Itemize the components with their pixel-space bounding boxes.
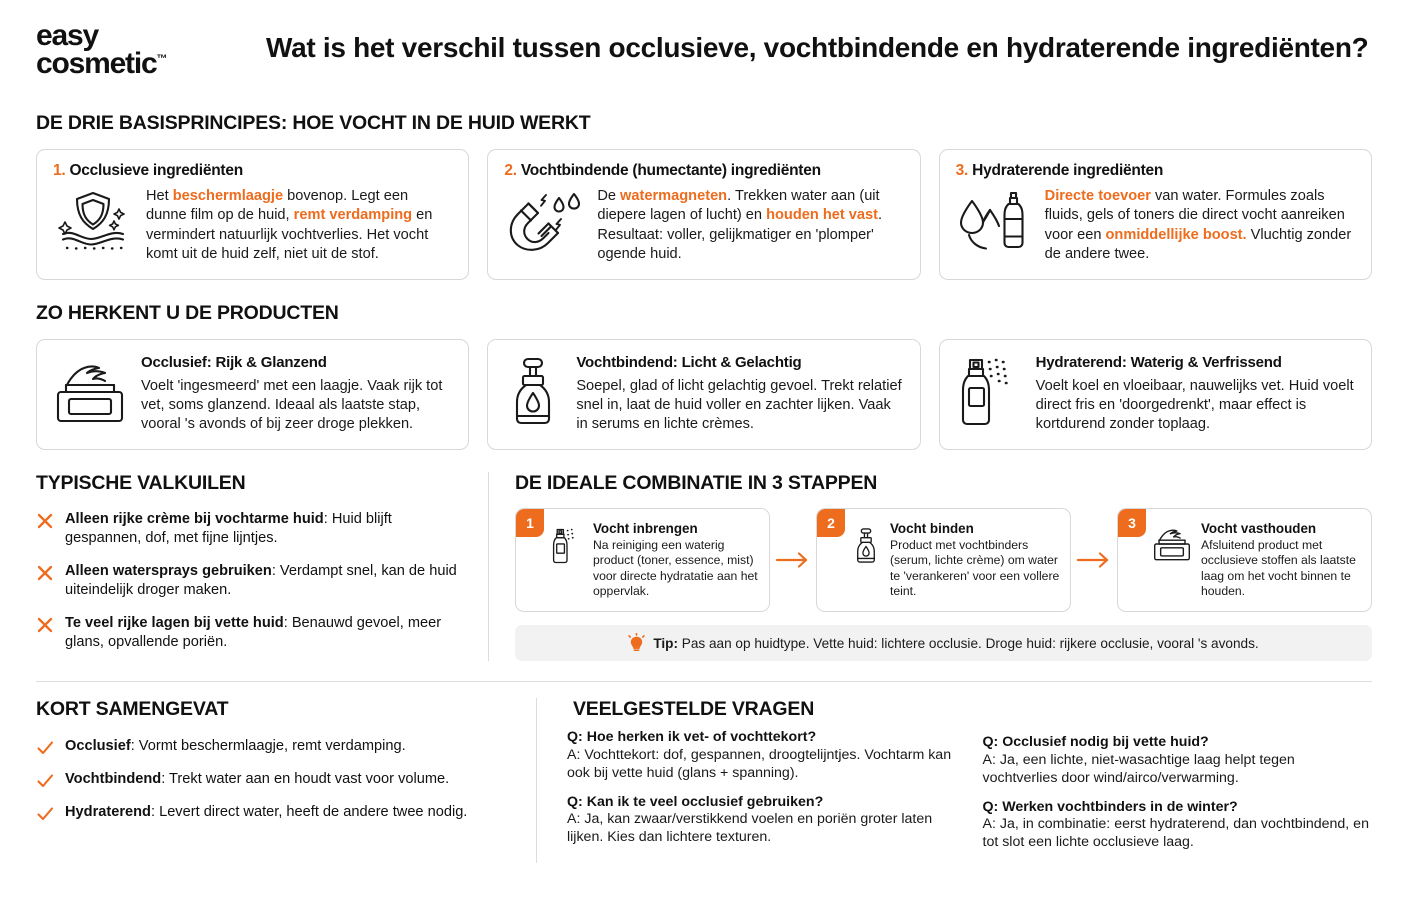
step-card-3 — [1117, 508, 1372, 613]
step-title-3: Vocht vasthouden — [1201, 520, 1317, 536]
trademark-symbol: ™ — [156, 52, 168, 65]
faq-item — [567, 729, 957, 782]
pitfall-rest: : Benauwd gevoel, meer glans, opvallende poriën. — [65, 614, 442, 650]
page-title: Wat is het verschil tussen occlusieve, vochtbindende en hydraterende ingrediënten? — [266, 32, 1369, 63]
text-part: De — [597, 188, 621, 204]
tip-banner — [515, 625, 1372, 661]
section-herkennen — [0, 302, 1408, 450]
product-cards — [36, 339, 1372, 450]
step-text-1: Na reiniging een waterig product (toner, essence, mist) voor directe hydratatie aan het oppervlak. — [593, 537, 758, 599]
text-part: van water. Formules zoals fluids, gels of toners die direct vocht aanreiken voor een — [1044, 188, 1345, 243]
droplets-bottle-icon — [956, 187, 1032, 251]
summary-rest: : Vormt beschermlaagje, remt verdamping. — [130, 738, 406, 755]
product-title-occlusief: Occlusief: Rijk & Glanzend — [141, 353, 327, 371]
section-heading-valkuilen: TYPISCHE VALKUILEN — [36, 471, 246, 494]
faq-column-left — [567, 698, 957, 863]
text-part: Het — [146, 188, 173, 204]
tip-label: Tip: — [653, 635, 678, 651]
product-title-hydraterend: Hydraterend: Waterig & Verfrissend — [1035, 353, 1282, 371]
summary-bold: Occlusief — [65, 738, 131, 755]
product-card-vochtbindend — [487, 339, 920, 450]
text-highlight: watermagneten — [620, 188, 728, 204]
summary-text — [65, 737, 406, 756]
faq-item — [567, 794, 957, 847]
pitfall-text — [65, 562, 462, 600]
faq-question: Q: Kan ik te veel occlusief gebruiken? — [567, 793, 824, 810]
summary-bold: Hydraterend — [65, 804, 151, 821]
faq-answer: A: Ja, een lichte, niet-wasachtige laag helpt tegen vochtverlies door wind/airco/verwarming. — [982, 752, 1295, 786]
pitfall-bold: Alleen rijke crème bij vochtarme huid — [65, 510, 324, 527]
check-icon — [36, 803, 54, 823]
faq-answer: A: Ja, kan zwaar/verstikkend voelen en poriën groter laten lijken. Kies dan lichtere texturen. — [567, 811, 933, 846]
principle-title-1: Occlusieve ingrediënten — [69, 162, 243, 179]
dropper-bottle-icon — [851, 521, 881, 568]
bottom-section — [0, 698, 1408, 863]
section-heading-faq: VEELGESTELDE VRAGEN — [573, 698, 815, 721]
section-heading-herkennen: ZO HERKENT U DE PRODUCTEN — [36, 301, 339, 324]
step-badge-1: 1 — [516, 509, 544, 537]
shield-skin-icon — [53, 187, 133, 251]
pitfall-item — [36, 510, 462, 548]
pitfall-text — [65, 510, 462, 548]
principle-title-3: Hydraterende ingrediënten — [972, 162, 1164, 179]
text-highlight: Directe toevoer — [1044, 188, 1151, 204]
principle-number-3: 3. — [955, 162, 969, 179]
faq-area — [537, 698, 1372, 863]
text-highlight: remt verdamping — [293, 207, 413, 224]
step-card-2 — [816, 508, 1071, 613]
pitfalls-list — [36, 510, 462, 652]
section-basisprincipes — [0, 112, 1408, 280]
lightbulb-icon — [628, 633, 645, 653]
step-text-3: Afsluitend product met occlusieve stoffen als laatste laag om het vocht binnen te houden. — [1201, 537, 1356, 599]
principle-card-occlusief — [36, 149, 469, 280]
x-mark-icon — [36, 614, 54, 634]
step-title-2: Vocht binden — [890, 520, 974, 536]
x-mark-icon — [36, 562, 54, 582]
principle-text-3 — [1045, 187, 1355, 265]
text-part: en vermindert natuurlijk vochtverlies. Het vocht komt uit de huid zelf, niet uit de stof. — [146, 207, 433, 263]
spray-bottle-icon — [550, 521, 584, 568]
summary-bold: Vochtbindend — [65, 771, 162, 788]
check-icon — [36, 770, 54, 790]
principle-title-2: Vochtbindende (humectante) ingrediënten — [520, 162, 821, 179]
pitfall-bold: Te veel rijke lagen bij vette huid — [65, 614, 284, 631]
summary-item — [36, 737, 510, 757]
principle-number-2: 2. — [504, 162, 517, 179]
text-part: bovenop. Legt een dunne film op de huid, — [146, 188, 409, 224]
spray-bottle-icon — [956, 354, 1022, 428]
x-mark-icon — [36, 510, 54, 530]
pitfall-bold: Alleen watersprays gebruiken — [65, 562, 272, 579]
summary-item — [36, 803, 510, 823]
faq-question: Q: Werken vochtbinders in de winter? — [982, 798, 1238, 815]
faq-column-right — [983, 698, 1373, 863]
section-heading-samengevat: KORT SAMENGEVAT — [36, 698, 229, 721]
text-highlight: onmiddellijke boost. — [1105, 226, 1247, 243]
principle-number-1: 1. — [53, 162, 66, 179]
faq-item — [983, 734, 1373, 787]
horizontal-divider — [36, 681, 1372, 682]
step-text-2: Product met vochtbinders (serum, lichte crème) om water te 'verankeren' voor een vollere teint. — [890, 537, 1060, 599]
faq-answer: A: Vochttekort: dof, gespannen, droogtelijntjes. Vochtarm kan ook bij vette huid (glans + spanning). — [567, 747, 952, 781]
cream-jar-icon — [1152, 521, 1192, 564]
text-highlight: beschermlaagje — [172, 188, 284, 204]
faq-question: Q: Occlusief nodig bij vette huid? — [982, 734, 1209, 751]
summary-text — [65, 770, 449, 789]
summary-text — [65, 803, 467, 822]
step-card-1 — [515, 508, 770, 613]
text-part: Vluchtig zonder de andere twee. — [1044, 226, 1352, 263]
pitfall-rest: : Verdampt snel, kan de huid uiteindelijk droger maken. — [65, 562, 457, 598]
product-text-occlusief: Voelt 'ingesmeerd' met een laagje. Vaak rijk tot vet, soms glanzend. Ideaal als laatste stap, vooral 's avonds of bij zeer droge plekken. — [141, 377, 443, 433]
product-text-vochtbindend: Soepel, glad of licht gelachtig gevoel. Trekt relatief snel in, laat de huid voller en zachter lijken. Vaak in serums en lichte crèmes. — [576, 377, 902, 433]
product-title-vochtbindend: Vochtbindend: Licht & Gelachtig — [576, 353, 802, 371]
tip-body: Pas aan op huidtype. Vette huid: lichtere occlusie. Droge huid: rijkere occlusie, vooral 's avonds. — [678, 635, 1259, 651]
steps-row — [515, 508, 1372, 613]
text-part: . Trekken water aan (uit diepere lagen of lucht) en — [597, 188, 880, 224]
pitfalls-column — [36, 472, 488, 662]
faq-item — [983, 799, 1373, 852]
check-icon — [36, 737, 54, 757]
pitfall-item — [36, 562, 462, 600]
pitfall-text — [65, 614, 462, 652]
brand-line-2: cosmetic — [36, 46, 157, 80]
step-title-1: Vocht inbrengen — [593, 520, 698, 536]
pitfall-rest: : Huid blijft gespannen, dof, met fijne lijntjes. — [65, 510, 392, 546]
dropper-bottle-icon — [504, 354, 562, 428]
faq-answer: A: Ja, in combinatie: eerst hydraterend, dan vochtbindend, en tot slot een lichte occlusieve laag. — [982, 816, 1369, 851]
middle-section — [0, 472, 1408, 662]
faq-question: Q: Hoe herken ik vet- of vochttekort? — [567, 729, 817, 746]
principle-card-vochtbindend — [487, 149, 920, 280]
page-header — [0, 0, 1408, 112]
cream-jar-icon — [53, 354, 127, 428]
principle-text-1 — [146, 187, 452, 265]
principle-card-hydraterend — [939, 149, 1372, 280]
principle-cards — [36, 149, 1372, 280]
summary-rest: : Levert direct water, heeft de andere twee nodig. — [150, 804, 468, 821]
principle-text-2 — [597, 187, 903, 265]
brand-line-1: easy — [36, 19, 98, 52]
step-badge-3: 3 — [1118, 509, 1146, 537]
brand-logo — [36, 16, 266, 80]
section-heading-combinatie: DE IDEALE COMBINATIE IN 3 STAPPEN — [515, 471, 878, 494]
tip-text — [653, 636, 1258, 651]
text-highlight: houden het vast — [766, 207, 878, 224]
step-badge-2: 2 — [817, 509, 845, 537]
summary-item — [36, 770, 510, 790]
arrow-right-icon — [770, 551, 816, 569]
product-card-hydraterend — [939, 339, 1372, 450]
text-part: . Resultaat: voller, gelijkmatiger en 'plomper' ogende huid. — [597, 207, 883, 263]
combination-column — [489, 472, 1372, 662]
magnet-water-icon — [504, 187, 584, 251]
summary-list — [36, 737, 510, 823]
product-text-hydraterend: Voelt koel en vloeibaar, nauwelijks vet. Huid voelt direct fris en 'doorgedrenkt', maar effect is kortdurend zonder toplaag. — [1035, 377, 1354, 433]
arrow-right-icon — [1071, 551, 1117, 569]
summary-column — [36, 698, 536, 863]
summary-rest: : Trekt water aan en houdt vast voor volume. — [161, 771, 450, 788]
product-card-occlusief — [36, 339, 469, 450]
pitfall-item — [36, 614, 462, 652]
section-heading-basisprincipes: DE DRIE BASISPRINCIPES: HOE VOCHT IN DE HUID WERKT — [36, 112, 591, 134]
